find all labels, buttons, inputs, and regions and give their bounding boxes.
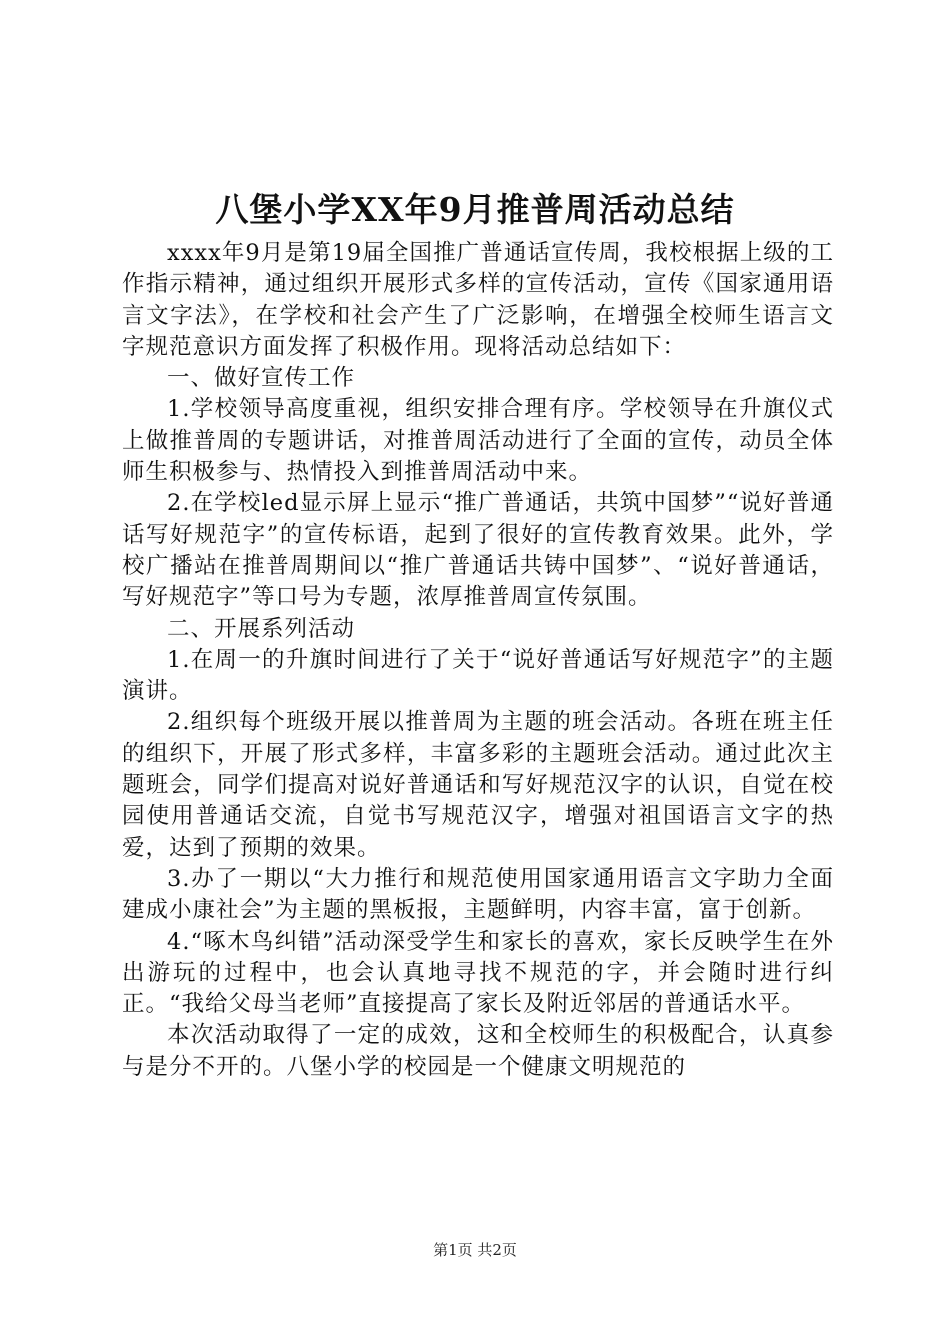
document-body: [122, 238, 834, 1083]
page-footer: 第1页 共2页: [433, 1241, 517, 1259]
paragraph-1-2: 2.在学校led显示屏上显示“推广普通话，共筑中国梦”“说好普通话写好规范字”的宣传标语，起到了很好的宣传教育效果。此外，学校广播站在推普周期间以“推广普通话共铸中国梦”、“说好普通话，写好规范字”等口号为专题，浓厚推普周宣传氛围。: [122, 490, 834, 611]
section-heading-2: 二、开展系列活动: [167, 615, 356, 642]
paragraph-2-2: 2.组织每个班级开展以推普周为主题的班会活动。各班在班主任的组织下，开展了形式多样，丰富多彩的主题班会活动。通过此次主题班会，同学们提高对说好普通话和写好规范汉字的认识，自觉在校园使用普通话交流，自觉书写规范汉字，增强对祖国语言文字的热爱，达到了预期的效果。: [122, 709, 834, 861]
paragraph-intro: xxxx年9月是第19届全国推广普通话宣传周，我校根据上级的工作指示精神，通过组织开展形式多样的宣传活动，宣传《国家通用语言文字法》，在学校和社会产生了广泛影响，在增强全校师生语言文字规范意识方面发挥了积极作用。现将活动总结如下：: [122, 240, 834, 360]
paragraph-2-1: 1.在周一的升旗时间进行了关于“说好普通话写好规范字”的主题演讲。: [122, 646, 834, 705]
paragraph-2-3: 3.办了一期以“大力推行和规范使用国家通用语言文字助力全面建成小康社会”为主题的黑板报，主题鲜明，内容丰富，富于创新。: [122, 865, 834, 924]
paragraph-2-4: 4.“啄木鸟纠错”活动深受学生和家长的喜欢，家长反映学生在外出游玩的过程中，也会认真地寻找不规范的字，并会随时进行纠正。“我给父母当老师”直接提高了家长及附近邻居的普通话水平。: [122, 928, 834, 1018]
document-title: 八堡小学XX年9月推普周活动总结: [215, 190, 735, 229]
section-heading-1: 一、做好宣传工作: [167, 365, 356, 392]
paragraph-1-1: 1.学校领导高度重视，组织安排合理有序。学校领导在升旗仪式上做推普周的专题讲话，对推普周活动进行了全面的宣传，动员全体师生积极参与、热情投入到推普周活动中来。: [122, 396, 834, 486]
paragraph-conclusion: 本次活动取得了一定的成效，这和全校师生的积极配合，认真参与是分不开的。八堡小学的校园是一个健康文明规范的: [122, 1022, 834, 1080]
